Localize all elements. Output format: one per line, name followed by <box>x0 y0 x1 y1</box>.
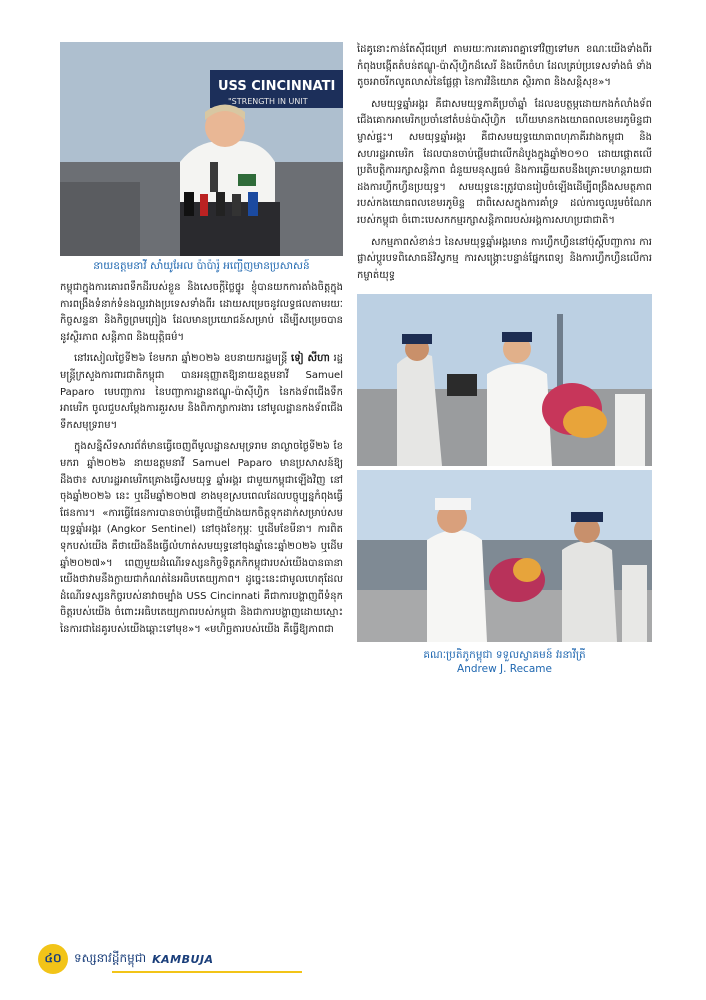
delegation-photo-caption: គណៈប្រតិភូកម្ពុជា ទទួលស្វាគមន៍ វរនាវីត្រី <box>423 649 586 662</box>
admiral-speech-photo <box>60 42 343 256</box>
right-paragraph-3: សកម្មភាពសំខាន់ៗ នៃសមយុទ្ធឆ្នាំអង្គរមាន ការហ្វឹកហ្វឺននៅប៉ុស្តិ៍បញ្ជាការ ការផ្លាស់ប្តូរបទពិសោធន៍វិស្វកម្ម ការសង្គ្រោះបន្ទាន់ផ្នែកពេទ្យ និងការហ្វឹកហ្វឺនលើការកម្ចាត់យុទ្ធ <box>357 236 652 281</box>
left-column <box>60 42 343 638</box>
magazine-title: ទស្សនាវដ្តីកម្ពុជា <box>74 951 147 965</box>
left-paragraph-2-rest: រដ្ឋមន្ត្រីក្រសួងការពារជាតិកម្ពុជា បានអនុញ្ញាតឱ្យនាយឧត្តមនាវី Samuel Paparo មេបញ្ជាការ នៃបញ្ជាការដ្ឋានឥណ្ឌូ-ប៉ាស៊ីហ្វិក នៃកងទ័ពជើងទឹកអាមេរិក ចូលជួបសម្តែងការគួរសម និងពិភាក្សាការងារ នៅមូលដ្ឋានកងទ័ពជើងទឹកសមុទ្ររាម។ <box>60 353 343 431</box>
left-paragraph-2 <box>60 351 343 434</box>
ship-name-text: USS CINCINNATI <box>218 79 336 94</box>
page-footer <box>38 944 214 974</box>
delegation-photo-bottom <box>357 470 652 642</box>
magazine-brand: KAMBUJA <box>152 952 214 966</box>
ship-motto-text: "STRENGTH IN UNIT <box>228 97 308 106</box>
left-paragraph-3: ក្នុងសន្និសីទសារព័ត៌មានធ្វើចេញពីមូលដ្ឋានសមុទ្ររាម នាល្ងាចថ្ងៃទី២៦ ខែមករា ឆ្នាំ២០២៦ នាយឧត្តមនាវី Samuel Paparo មានប្រសាសន៍ឱ្យដឹងថា៖ សហរដ្ឋអាមេរិកគ្រោងធ្វើសមយុទ្ធ ឆ្នាំអង្គរ ជាមួយកម្ពុជាឡើងវិញ នៅចុងឆ្នាំ២០២៦ នេះ ឬដើមឆ្នាំ២០២៧ ខាងមុខស្របពេលដែលបច្ចុប្បន្នកំពុងធ្វើផែនការ។ «ការធ្វើផែនការបានចាប់ផ្តើមជាថ្មីយ៉ាងយកចិត្តទុកដាក់សម្រាប់សមយុទ្ធឆ្នាំអង្គរ (Angkor Sentinel) នៅចុងខែកុម្ភៈ ឬដើមខែមីនា។ ការពិតទុកបស់យើង គឺថាយើងនឹងធ្វើលំហាត់សមយុទ្ធនៅចុងឆ្នាំនេះឆ្នាំ២០២៦ ឬដើមឆ្នាំ២០២៧»។ ពេញមួយដំណើរទស្សនកិច្ចទិត្តភកិកម្ពុជារបស់យើងបានធានាយើងថាវាមនឹងក្លាយជាកំណត់នៃអធិបតេយ្យភាព។ ដូច្នេះនេះជាមូលហេតុដែលដំណើរទស្សនកិច្ចរបស់នាវាចម្បាំង USS Cincinnati គឺជាការបង្ហាញពីទំនុកចិត្តរបស់យើង ចំពោះអធិបតេយ្យភាពរបស់កម្ពុជា និងជាការបង្ហាញដោយស្មោះ នៃការជាដៃគូរបស់យើងឆ្ពោះទៅមុខ»។ «មហិច្ឆតារបស់យើង គឺធ្វើឱ្យភាពជា <box>60 441 343 635</box>
right-paragraph-2: សមយុទ្ធឆ្នាំអង្គរ គឺជាសមយុទ្ធភាគីប្រចាំឆ្នាំ ដែលឧបត្ថម្ភដោយកងកំលាំងទ័ពជើងគោកអាមេរិកប្រចាំនៅតំបន់ប៉ាស៊ីហ្វិក ហើយមានកងយោធពលខេមរភូមិន្ទជាម្ចាស់ផ្ទះ។ សមយុទ្ធឆ្នាំអង្គរ គឺជាសមយុទ្ធយោធាពហុភាគីរវាងកម្ពុជា និងសហរដ្ឋអាមេរិក ដែលបានចាប់ផ្តើមជាលើកដំបូងក្នុងឆ្នាំ២០១០ ដោយផ្តោតលើប្រតិបត្តិការរក្សាសន្តិភាព ជំនួយមនុស្សធម៌ និងការឆ្លើយតបនឹងគ្រោះមហន្តរាយជាដងការហ្វឹកហ្វឺនប្រយុទ្ធ។ សមយុទ្ធនេះត្រូវបានរៀបចំឡើងដើម្បីពង្រឹងសមត្ថភាពរបស់កងយោធពលខេមរភូមិន្ទ ជាពិសេសក្នុងការគាំទ្រ ដល់ការចូលរួមចំណែករបស់កម្ពុជា ចំពោះបេសកកម្មរក្សាសន្តិភាពរបស់អង្គការសហប្រជាជាតិ។ <box>357 98 652 226</box>
admiral-photo-caption: នាយឧត្តមនាវី សាំយូអែល ប៉ាប៉ារ៉ូ អញ្ជើញមានប្រសាសន៍ <box>93 260 310 272</box>
delegation-photo-top <box>357 294 652 466</box>
page-number: ៤០ <box>38 944 68 974</box>
footer-rule <box>112 971 302 973</box>
photo-credit: Andrew J. Recame <box>457 663 552 676</box>
left-paragraph-2-lead: នៅរសៀលថ្ងៃទី២៦ ខែមករា ឆ្នាំ២០២៦ ឧបនាយករដ្ឋមន្ត្រី <box>74 353 288 365</box>
right-paragraph-1: ដៃគូនោះកាន់តែស៊ីជម្រៅ តាមរយៈការគោរពគ្នាទៅវិញទៅមក ខណៈយើងទាំងពីរកំពុងបង្កើតតំបន់ឥណ្ឌូ-ប៉ាស៊ីហ្វិកដ៏សេរី និងបើកចំហ ដែលគ្រប់ប្រទេសទាំងធំ ទាំងតូចអាចរីកលូតលាស់នៃផ្លែផ្កា នៃការវិនិយោគ ស្ថិរភាព និងសន្តិសុខ»។ <box>357 44 652 89</box>
minister-name: ទៀ សីហា <box>291 353 330 365</box>
left-paragraph-1: កម្ពុជាក្នុងការគោរពទឹកដីរបស់ខ្លួន និងសេចក្តីថ្លៃថ្នូរ ខ្ញុំបានយកការតាំងចិត្តក្នុងការពង្រឹងទំនាក់ទំនងល្អរវាងប្រទេសទាំងពីរ ដោយសម្រេចនូវលទ្ធផលតាមរយៈកិច្ចសន្ទនា និងកិច្ចព្រមព្រៀង ដែលមានប្រយោជន៍សម្រាប់ ដើម្បីសម្រេចបាននូវស្ថិរភាព សន្តិភាព និងយុត្តិធម៌។ <box>60 282 343 343</box>
admiral-speech-illustration <box>60 42 343 256</box>
delegation-bottom-illustration <box>357 470 652 642</box>
right-column <box>357 42 652 675</box>
delegation-top-illustration <box>357 294 652 466</box>
